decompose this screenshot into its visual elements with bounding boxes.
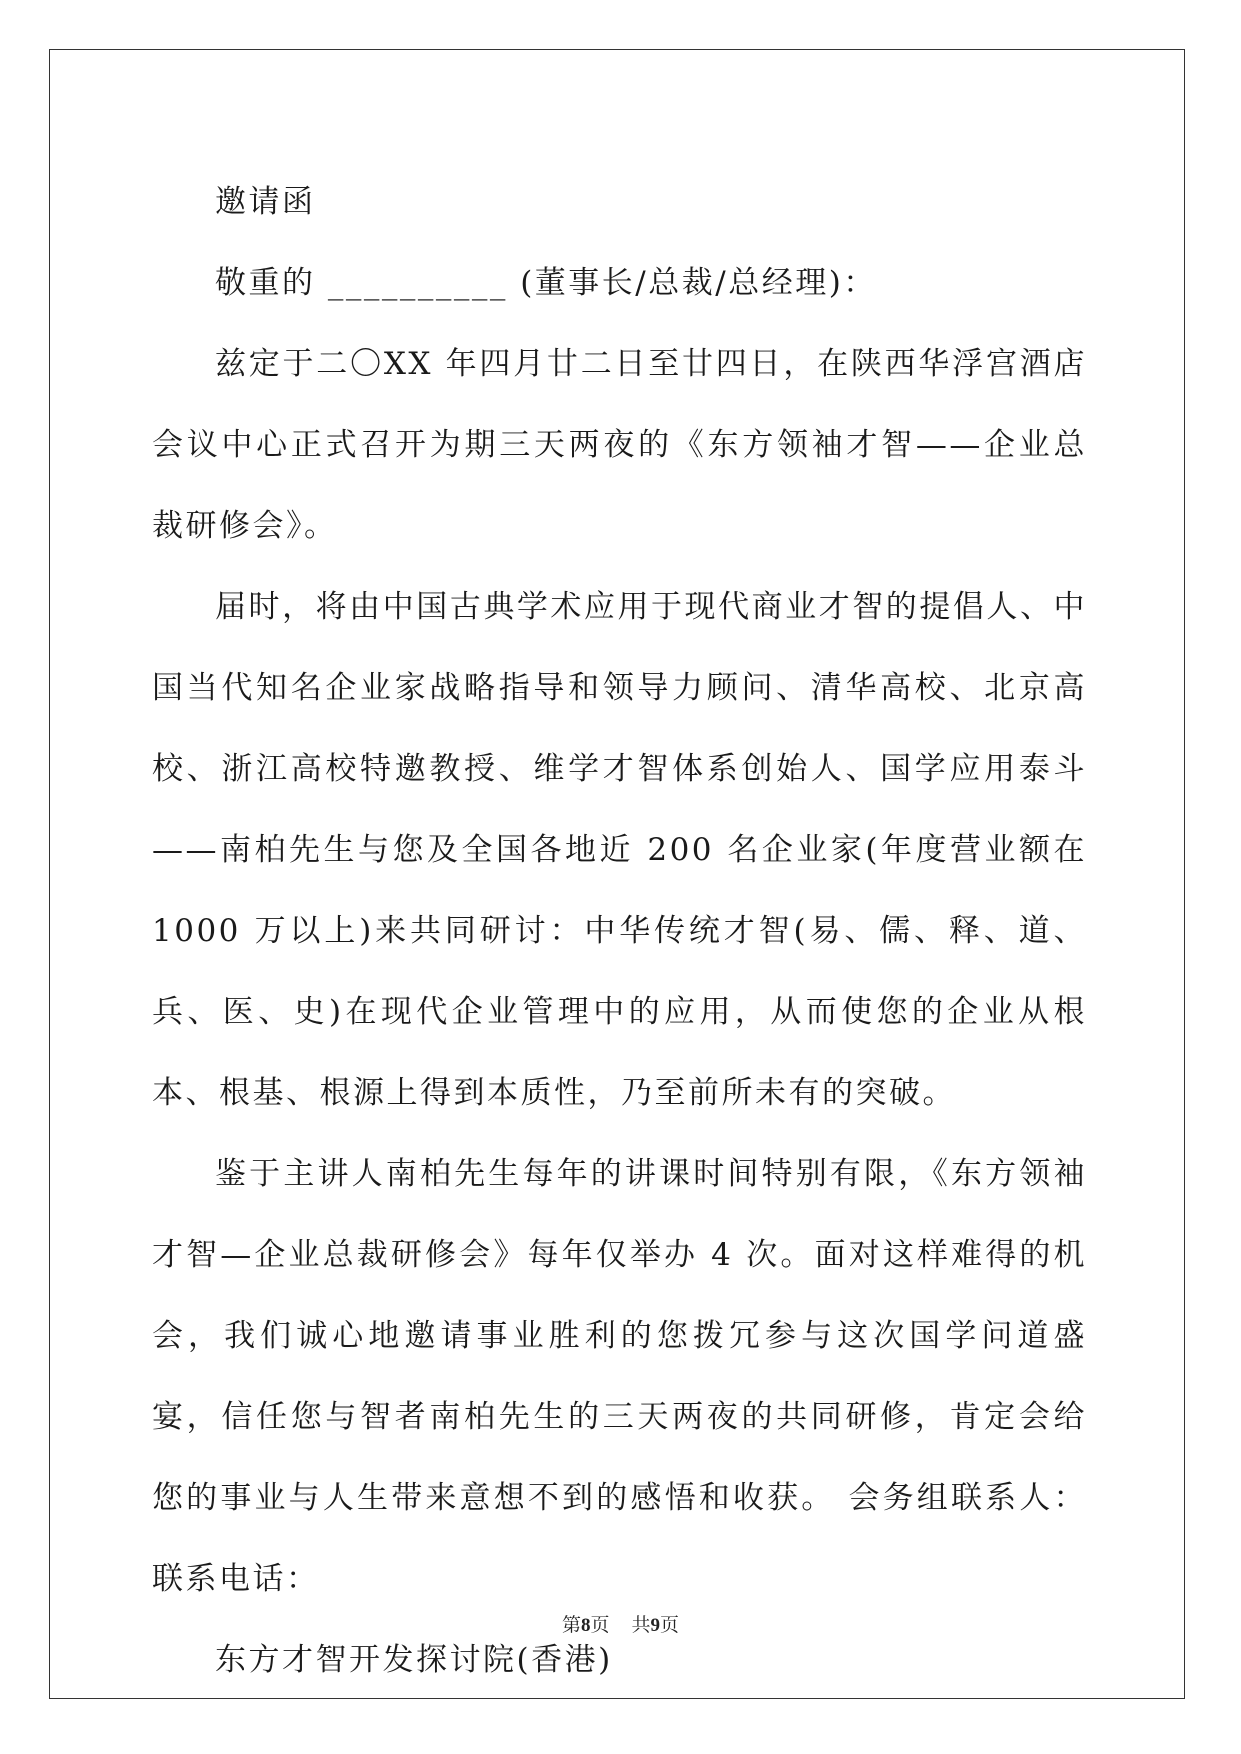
- salutation: 敬重的 __________ (董事长/总裁/总经理)：: [215, 265, 877, 301]
- paragraph-meeting-notice: 兹定于二〇XX 年四月廿二日至廿四日，在陕西华浮宫酒店会议中心正式召开为期三天两夜的《东方领袖才智——企业总裁研修会》。: [152, 346, 1087, 544]
- paragraph-speaker-intro: 届时，将由中国古典学术应用于现代商业才智的提倡人、中国当代知名企业家战略指导和领导力顾问、清华高校、北京高校、浙江高校特邀教授、维学才智体系创始人、国学应用泰斗——南柏先生与您及全国各地近 200 名企业家(年度营业额在 1000 万以上)来共同研讨：中华传统才智(易、儒、释、道、兵、医、史)在现代企业管理中的应用，从而使您的企业从根本、根基、根源上得到本质性，乃至前所未有的突破。: [152, 589, 1087, 1111]
- paragraph-invitation: 鉴于主讲人南柏先生每年的讲课时间特别有限，《东方领袖才智—企业总裁研修会》每年仅举办 4 次。面对这样难得的机会，我们诚心地邀请事业胜利的您拨冗参与这次国学问道盛宴，信任您与智者南柏先生的三天两夜的共同研修，肯定会给您的事业与人生带来意想不到的感悟和收获。 会务组联系人： 联系电话：: [152, 1156, 1087, 1597]
- document-body: [152, 162, 1087, 1701]
- page-footer: [0, 1613, 1241, 1638]
- page-suffix: 页: [590, 1614, 610, 1636]
- total-pages: 9: [650, 1615, 661, 1636]
- total-prefix: 共: [631, 1614, 651, 1636]
- page-prefix: 第: [561, 1614, 581, 1636]
- total-suffix: 页: [660, 1614, 680, 1636]
- signature-organization: 东方才智开发探讨院(香港): [215, 1642, 613, 1678]
- document-title: 邀请函: [215, 184, 316, 220]
- page-number: 8: [580, 1615, 591, 1636]
